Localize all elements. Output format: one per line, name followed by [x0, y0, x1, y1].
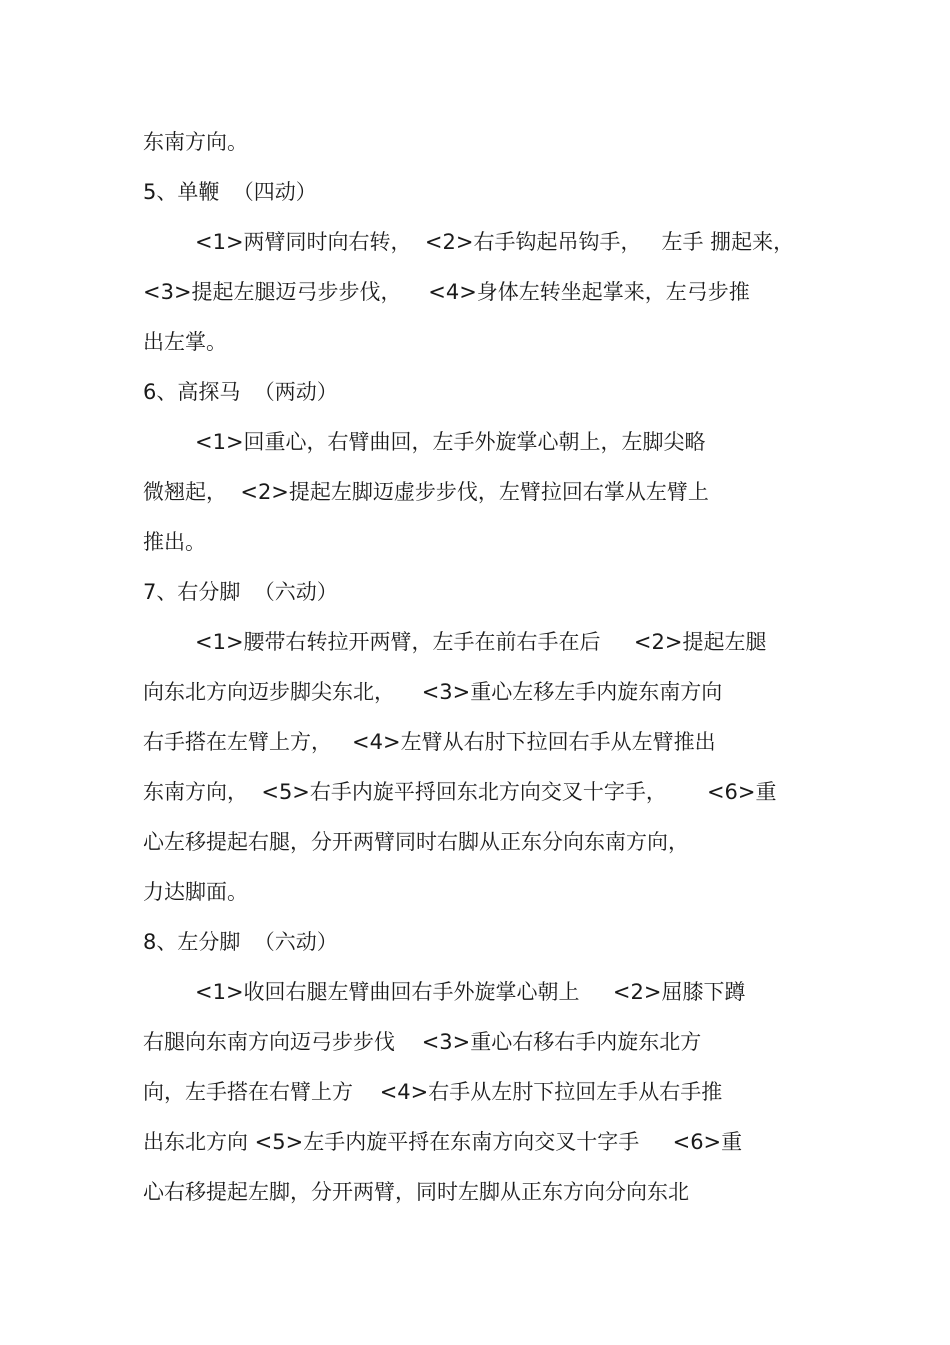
- text-line: 心右移提起左脚，分开两臂，同时左脚从正东方向分向东北: [143, 1180, 689, 1204]
- text-line: 出左掌。: [143, 330, 227, 354]
- section-heading-gao-tan-ma: 6、高探马 （两动）: [143, 380, 338, 404]
- section-heading-you-fen-jiao: 7、右分脚 （六动）: [143, 580, 338, 604]
- text-line: 右手搭在左臂上方， <4>左臂从右肘下拉回右手从左臂推出: [143, 730, 716, 754]
- text-line: <1>收回右腿左臂曲回右手外旋掌心朝上 <2>屈膝下蹲: [195, 980, 746, 1004]
- text-line: <1>回重心，右臂曲回，左手外旋掌心朝上，左脚尖略: [195, 430, 706, 454]
- text-line: <1>腰带右转拉开两臂，左手在前右手在后 <2>提起左腿: [195, 630, 767, 654]
- text-line: 右腿向东南方向迈弓步步伐 <3>重心右移右手内旋东北方: [143, 1030, 702, 1054]
- text-line: 推出。: [143, 530, 206, 554]
- text-line: 东南方向。: [143, 130, 248, 154]
- text-line: 向东北方向迈步脚尖东北， <3>重心左移左手内旋东南方向: [143, 680, 723, 704]
- text-line: 东南方向， <5>右手内旋平捋回东北方向交叉十字手， <6>重: [143, 780, 777, 804]
- text-line: 心左移提起右腿，分开两臂同时右脚从正东分向东南方向，: [143, 830, 689, 854]
- text-line: 向，左手搭在右臂上方 <4>右手从左肘下拉回左手从右手推: [143, 1080, 723, 1104]
- section-heading-dan-bian: 5、单鞭 （四动）: [143, 180, 317, 204]
- text-line: <1>两臂同时向右转， <2>右手钩起吊钩手， 左手 掤起来，: [195, 230, 795, 254]
- text-line: 微翘起， <2>提起左脚迈虚步步伐，左臂拉回右掌从左臂上: [143, 480, 709, 504]
- text-line: <3>提起左腿迈弓步步伐， <4>身体左转坐起掌来，左弓步推: [143, 280, 750, 304]
- text-line: 出东北方向 <5>左手内旋平捋在东南方向交叉十字手 <6>重: [143, 1130, 743, 1154]
- section-heading-zuo-fen-jiao: 8、左分脚 （六动）: [143, 930, 338, 954]
- text-line: 力达脚面。: [143, 880, 248, 904]
